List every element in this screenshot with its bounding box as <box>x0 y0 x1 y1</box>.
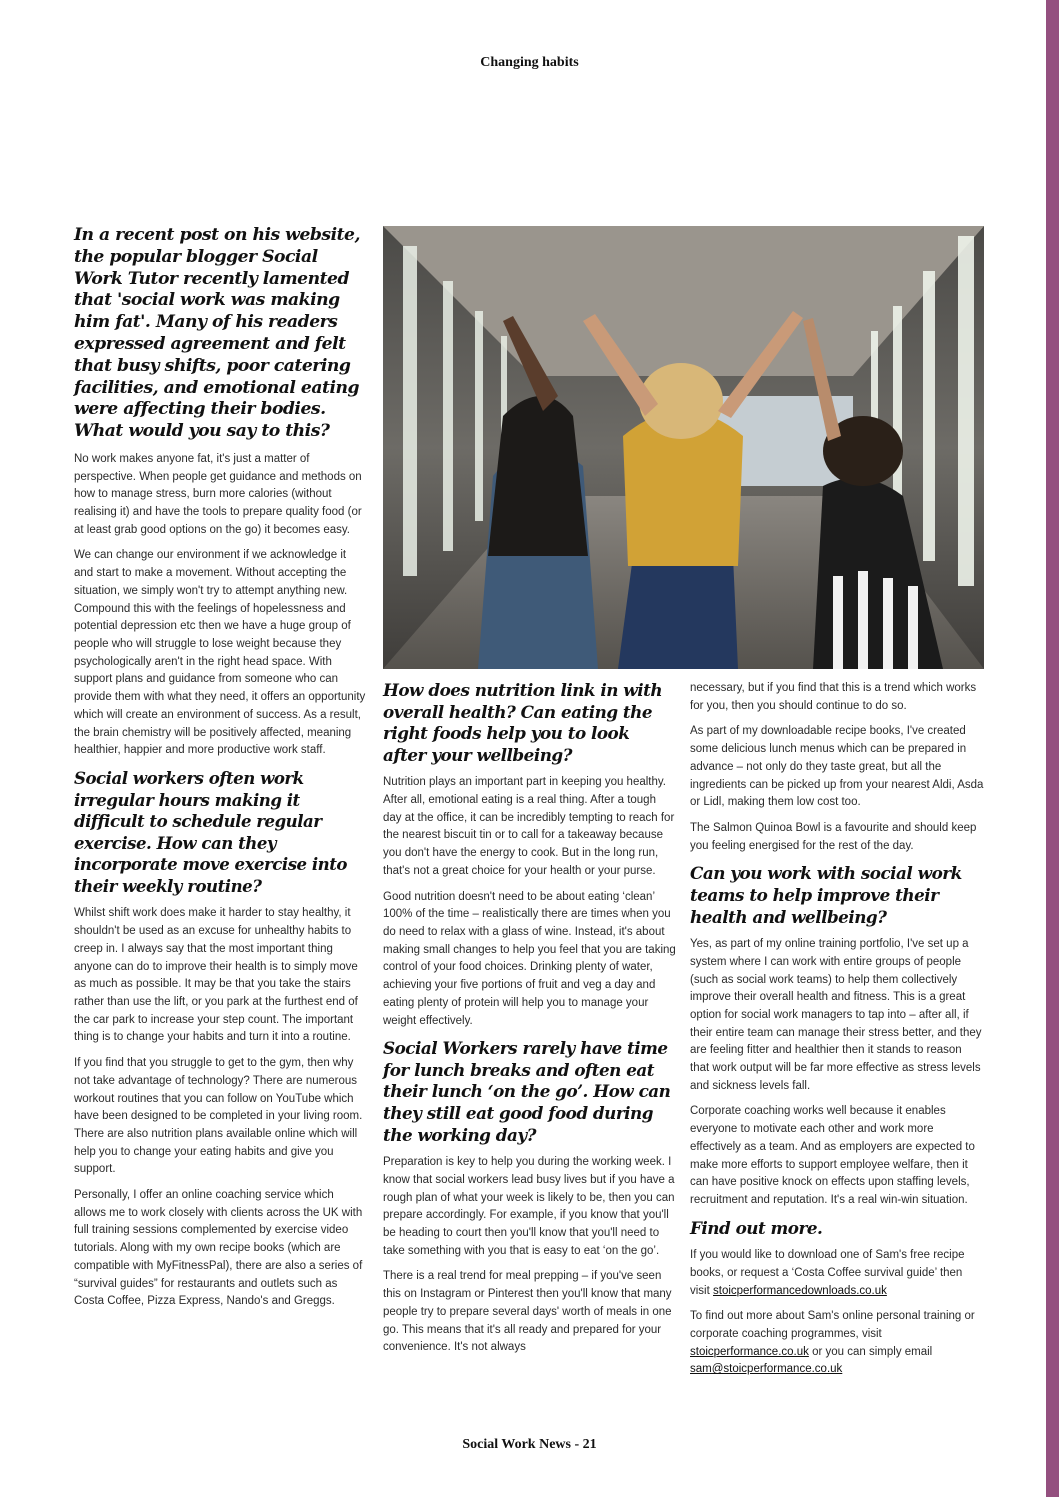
question-heading-lunch: Social Workers rarely have time for lunch breaks and often eat their lunch ‘on the go’. How can they still eat good food during the working day? <box>383 1038 671 1145</box>
answer-paragraph: We can change our environment if we acknowledge it and start to make a movement. Without accepting the situation, we simply won't try to attempt anything new. Compound this with the feelings of hopelessness and potential depression etc then we have a huge group of people who will struggle to lose weight because they psychologically aren't in the right head space. With support plans and guidance from someone who can provide them with what they need, it offers an opportunity which will create an environment of success. As a result, the brain chemistry will be positively affected, meaning healthier, happier and more productive work staff. <box>74 549 366 757</box>
downloads-text: If you would like to download one of Sam's free recipe books, or request a ‘Costa Coffee survival guide’ then visit <box>690 1249 965 1297</box>
question-heading-nutrition: How does nutrition link in with overall health? Can eating the right foods help you to look after your wellbeing? <box>383 680 663 765</box>
intro-question-heading: In a recent post on his website, the popular blogger Social Work Tutor recently lamented that 'social work was making him fat'. Many of his readers expressed agreement and felt that busy shifts, poor catering facilities, and emotional eating were affecting their bodies. What would you say to this? <box>74 225 360 442</box>
answer-paragraph: If you find that you struggle to get to the gym, then why not take advantage of technology? There are numerous workout routines that you can follow on YouTube which have been designed to be completed in your living room. There are also nutrition plans available online which will help you to change your eating habits and give you support. <box>74 1057 363 1176</box>
website-link[interactable]: stoicperformance.co.uk <box>690 1345 809 1358</box>
photo-women-corridor <box>383 226 984 669</box>
photo-icon <box>383 226 984 669</box>
column-middle <box>383 680 677 1365</box>
contact-text: To find out more about Sam's online personal training or corporate coaching programmes, visit <box>690 1310 975 1341</box>
answer-paragraph: Good nutrition doesn't need to be about eating ‘clean’ 100% of the time – realistically there are times when you do need to relax with a glass of wine. Instead, it's about making small changes to help you feel that you are taking control of your food choices. Drinking plenty of water, achieving your five portions of fruit and veg a day and eating plenty of protein will help you to manage your weight effectively. <box>383 890 676 1027</box>
downloads-paragraph <box>690 1247 984 1300</box>
contact-text-mid: or you can simply email <box>808 1345 933 1358</box>
answer-paragraph: Preparation is key to help you during the working week. I know that social workers lead busy lives but if you have a rough plan of what your week is likely to be, then you can prepare accordingly. For example, if you know that you'll be heading to court then you'll know that you'll need to take something with you that is easy to eat ‘on the go’. <box>383 1156 675 1257</box>
question-heading-exercise: Social workers often work irregular hours making it difficult to schedule regular exercise. How can they incorporate move exercise into their weekly routine? <box>74 767 347 896</box>
find-out-more-heading: Find out more. <box>690 1217 823 1238</box>
section-title: Changing habits <box>480 55 579 70</box>
downloads-link[interactable]: stoicperformancedownloads.co.uk <box>713 1284 887 1297</box>
column-right <box>690 680 984 1387</box>
answer-paragraph: Yes, as part of my online training portfolio, I've set up a system where I can work with entire groups of people (such as social work teams) to help them collectively improve their overall health and fitness. This is a great option for social work managers to tap into – after all, if their entire team can manage their stress better, and they are feeling fitter and healthier then it stands to reason that work output will be far more effective as stress levels and sickness levels fall. <box>690 938 982 1092</box>
answer-paragraph: Personally, I offer an online coaching service which allows me to work closely with clients across the UK with full training sessions complemented by exercise video tutorials. Along with my own recipe books (which are compatible with MyFitnessPal), there are also a series of “survival guides” for restaurants and outlets such as Costa Coffee, Pizza Express, Nando's and Greggs. <box>74 1189 363 1308</box>
answer-paragraph: Corporate coaching works well because it enables everyone to motivate each other and work more effectively as a team. And as employers are expected to make more efforts to support employee welfare, then it can have positive knock on effects upon staffing levels, recruitment and reputation. It's a real win-win situation. <box>690 1105 975 1206</box>
page-footer: Social Work News - 21 <box>462 1437 597 1452</box>
answer-paragraph: The Salmon Quinoa Bowl is a favourite and should keep you feeling energised for the rest of the day. <box>690 821 977 852</box>
answer-paragraph: necessary, but if you find that this is a trend which works for you, then you should continue to do so. <box>690 682 977 712</box>
answer-paragraph: There is a real trend for meal prepping – if you've seen this on Instagram or Pinterest then you'll know that many people try to prepare several days' worth of meals in one go. This means that it's all ready and prepared for your convenience. It's not always <box>383 1270 672 1354</box>
answer-paragraph: Nutrition plays an important part in keeping you healthy. After all, emotional eating is a real thing. After a tough day at the office, it can be incredibly tempting to reach for the nearest biscuit tin or to call for a takeaway because you don't have the energy to cook. But in the long run, that's not a great choice for your health or your purse. <box>383 776 675 877</box>
email-link[interactable]: sam@stoicperformance.co.uk <box>690 1363 843 1376</box>
answer-paragraph: As part of my downloadable recipe books, I've created some delicious lunch menus which can be prepared in advance – not only do they taste great, but all the ingredients can be picked up from your nearest Aldi, Asda or Lidl, making them low cost too. <box>690 725 984 809</box>
column-left <box>74 225 366 1319</box>
accent-stripe <box>1046 0 1059 1497</box>
answer-paragraph: No work makes anyone fat, it's just a matter of perspective. When people get guidance and methods on how to manage stress, burn more calories (without realising it) and have the tools to prepare quality food (or at least grab good options on the go) it becomes easy. <box>74 452 362 536</box>
contact-paragraph <box>690 1308 984 1379</box>
answer-paragraph: Whilst shift work does make it harder to stay healthy, it shouldn't be used as an excuse for unhealthy habits to creep in. I always say that the most important thing anyone can do to improve their health is to simply move as much as possible. It may be that you take the stairs rather than use the lift, or you park at the furthest end of the car park to increase your step count. The important thing is to change your habits and turn it into a routine. <box>74 907 358 1044</box>
question-heading-teams: Can you work with social work teams to help improve their health and wellbeing? <box>690 863 962 927</box>
